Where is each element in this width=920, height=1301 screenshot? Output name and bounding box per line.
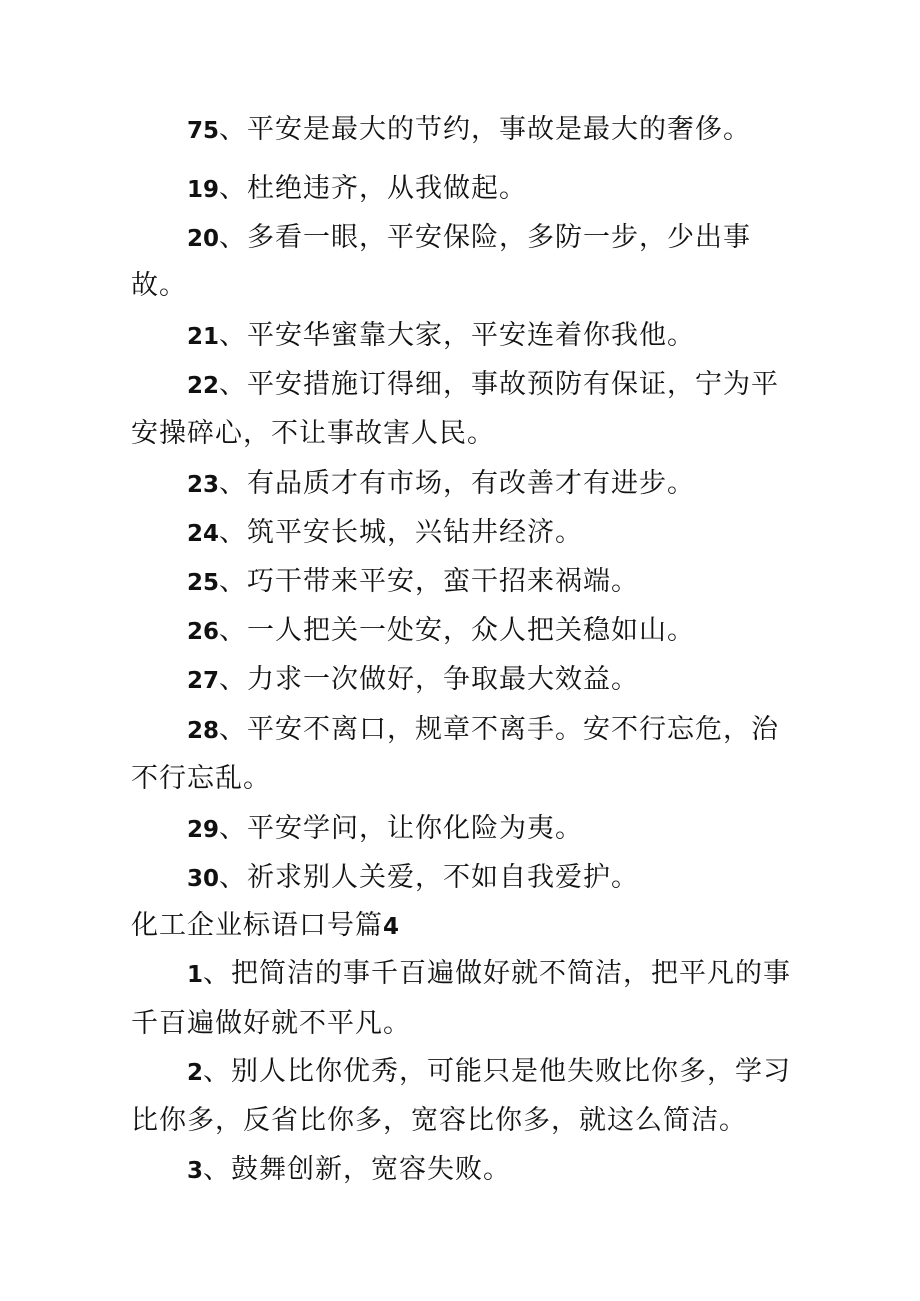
item-text: 祈求别人关爱，不如自我爱护。: [247, 862, 640, 893]
item-number: 24: [187, 521, 220, 547]
list-item: [187, 611, 695, 652]
heading-number: 4: [383, 914, 401, 940]
item-continuation: 安操碎心，不让事故害人民。: [131, 418, 495, 449]
item-text: 一人把关一处安，众人把关稳如山。: [247, 615, 696, 646]
item-separator: 、: [219, 173, 248, 204]
item-continuation: 故。: [131, 270, 187, 301]
item-text: 多看一眼，平安保险，多防一步，少出事: [247, 222, 752, 253]
item-text: 平安学问，让你化险为夷。: [247, 813, 584, 844]
list-item: [187, 464, 695, 505]
list-item: [187, 513, 583, 554]
section-heading: [131, 906, 400, 947]
item-separator: 、: [219, 664, 248, 695]
item-text: 平安不离口，规章不离手。安不行忘危，治: [247, 714, 780, 745]
heading-text: 化工企业标语口号篇: [131, 910, 383, 941]
item-number: 3: [187, 1158, 204, 1184]
list-item: [187, 858, 639, 899]
item-separator: 、: [219, 320, 248, 351]
item-separator: 、: [219, 468, 248, 499]
item-text: 力求一次做好，争取最大效益。: [247, 664, 640, 695]
item-number: 23: [187, 472, 220, 498]
list-item: [187, 365, 779, 406]
item-number: 19: [187, 177, 220, 203]
item-text: 平安是最大的节约，事故是最大的奢侈。: [247, 114, 752, 145]
item-separator: 、: [203, 1056, 232, 1087]
item-number: 2: [187, 1060, 204, 1086]
item-number: 22: [187, 373, 220, 399]
item-number: 27: [187, 668, 220, 694]
item-number: 30: [187, 866, 220, 892]
list-item: [187, 1150, 511, 1191]
list-item: [187, 562, 639, 603]
item-separator: 、: [219, 813, 248, 844]
item-text: 鼓舞创新，宽容失败。: [231, 1154, 512, 1185]
item-number: 20: [187, 226, 220, 252]
item-text: 筑平安长城，兴钻井经济。: [247, 517, 584, 548]
item-separator: 、: [219, 369, 248, 400]
item-separator: 、: [203, 1154, 232, 1185]
item-separator: 、: [219, 517, 248, 548]
item-separator: 、: [219, 862, 248, 893]
item-text: 别人比你优秀，可能只是他失败比你多，学习: [231, 1056, 792, 1087]
list-item: [187, 169, 527, 210]
list-item: [187, 110, 751, 151]
item-separator: 、: [219, 714, 248, 745]
item-separator: 、: [219, 566, 248, 597]
list-item: [187, 1052, 791, 1093]
item-text: 巧干带来平安，蛮干招来祸端。: [247, 566, 640, 597]
list-item: [187, 954, 791, 995]
list-item: [187, 316, 695, 357]
item-text: 平安措施订得细，事故预防有保证，宁为平: [247, 369, 780, 400]
list-item: [187, 809, 583, 850]
item-continuation: 不行忘乱。: [131, 763, 271, 794]
list-item: [187, 218, 751, 259]
item-separator: 、: [219, 114, 248, 145]
item-text: 平安华蜜靠大家，平安连着你我他。: [247, 320, 696, 351]
item-text: 有品质才有市场，有改善才有进步。: [247, 468, 696, 499]
item-number: 1: [187, 962, 204, 988]
item-number: 75: [187, 118, 220, 144]
list-item: [187, 660, 639, 701]
item-number: 28: [187, 718, 220, 744]
item-separator: 、: [219, 615, 248, 646]
item-text: 把简洁的事千百遍做好就不简洁，把平凡的事: [231, 958, 792, 989]
item-number: 26: [187, 619, 220, 645]
item-number: 25: [187, 570, 220, 596]
item-continuation: 比你多，反省比你多，宽容比你多，就这么简洁。: [131, 1105, 747, 1136]
item-separator: 、: [219, 222, 248, 253]
item-text: 杜绝违齐，从我做起。: [247, 173, 528, 204]
item-number: 29: [187, 817, 220, 843]
item-number: 21: [187, 324, 220, 350]
item-separator: 、: [203, 958, 232, 989]
item-continuation: 千百遍做好就不平凡。: [131, 1008, 411, 1039]
list-item: [187, 710, 779, 751]
